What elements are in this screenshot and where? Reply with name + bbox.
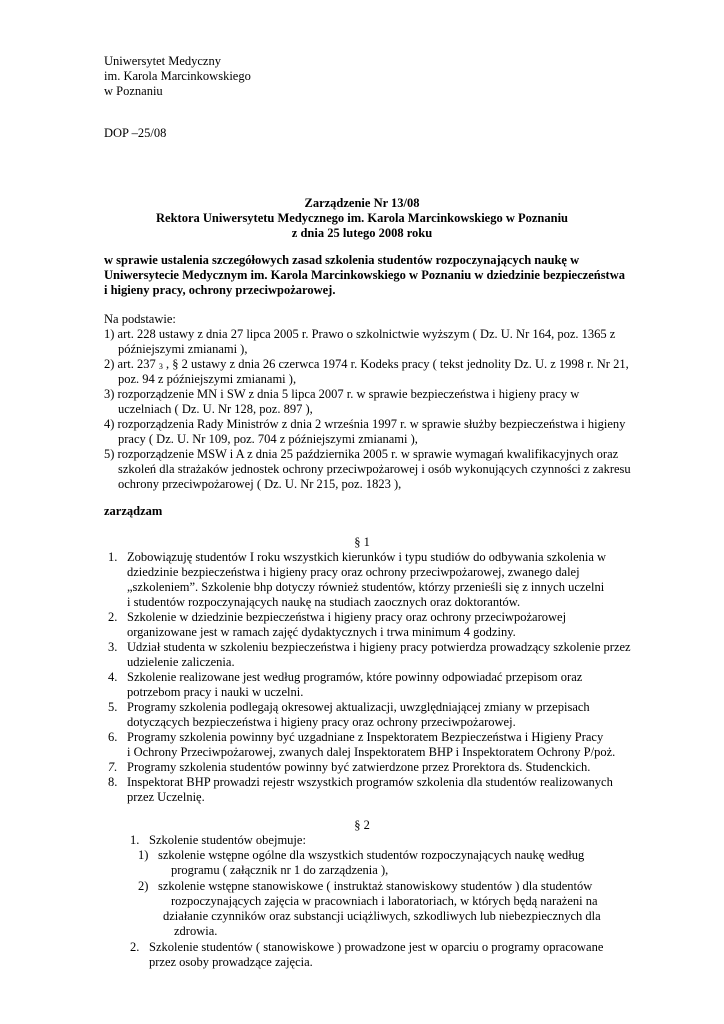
basis-item-cont: późniejszymi zmianami ), <box>118 342 248 356</box>
item-number: 3. <box>108 640 118 654</box>
item-number: 1. <box>108 550 118 564</box>
item-text: „szkoleniem”. Szkolenie bhp dotyczy również studentów, którzy przenieśli się z innych uczelni <box>127 580 605 594</box>
basis-text: 2) art. 237 <box>104 357 156 371</box>
subitem-number: 2) <box>138 879 149 893</box>
decree-date: z dnia 25 lutego 2008 roku <box>291 226 433 240</box>
item-number: 1. <box>130 833 140 847</box>
item-text: udzielenie zaliczenia. <box>127 655 235 669</box>
basis-item-cont: uczelniach ( Dz. U. Nr 128, poz. 897 ), <box>118 402 313 416</box>
item-number: 5. <box>108 700 118 714</box>
basis-item: 3) rozporządzenie MN i SW z dnia 5 lipca 2007 r. w sprawie bezpieczeństwa i higieny pracy w <box>104 387 580 401</box>
item-text: organizowane jest w ramach zajęć dydaktycznych i trwa minimum 4 godziny. <box>127 625 516 639</box>
item-text: Inspektorat BHP prowadzi rejestr wszystkich programów szkolenia dla studentów realizowanych <box>127 775 613 789</box>
item-text: Szkolenie studentów ( stanowiskowe ) prowadzone jest w oparciu o programy opracowane <box>149 940 604 954</box>
item-number: 2. <box>130 940 140 954</box>
section-heading: § 1 <box>354 535 370 549</box>
item-number: 2. <box>108 610 118 624</box>
item-text: dotyczących bezpieczeństwa i higieny pracy oraz ochrony przeciwpożarowej. <box>127 715 516 729</box>
subitem-text: działanie czynników oraz substancji uciążliwych, szkodliwych lub niebezpiecznych dla <box>163 909 601 923</box>
institution-name: Uniwersytet Medyczny <box>104 54 221 68</box>
item-number: 8. <box>108 775 118 789</box>
item-number: 4. <box>108 670 118 684</box>
subject-line: i higieny pracy, ochrony przeciwpożarowej. <box>104 283 336 297</box>
basis-item: 5) rozporządzenie MSW i A z dnia 25 października 2005 r. w sprawie wymagań kwalifikacyjnych oraz <box>104 447 619 461</box>
item-number: 7. <box>108 760 118 774</box>
item-text: i studentów rozpoczynających naukę na studiach zaocznych oraz doktorantów. <box>127 595 521 609</box>
subitem-text: szkolenie wstępne ogólne dla wszystkich studentów rozpoczynających naukę według <box>158 848 585 862</box>
item-text: przez Uczelnię. <box>127 790 205 804</box>
basis-item: 1) art. 228 ustawy z dnia 27 lipca 2005 r. Prawo o szkolnictwie wyższym ( Dz. U. Nr 164, poz. 1365 z <box>104 327 616 341</box>
item-text: przez osoby prowadzące zajęcia. <box>149 955 313 969</box>
item-text: Szkolenie realizowane jest według programów, które powinny odpowiadać przepisom oraz <box>127 670 583 684</box>
section-heading: § 2 <box>354 818 370 832</box>
item-text: dziedzinie bezpieczeństwa i higieny pracy oraz ochrony przeciwpożarowej, zwanego dalej <box>127 565 580 579</box>
item-text: Udział studenta w szkoleniu bezpieczeństwa i higieny pracy potwierdza prowadzący szkolenie przez <box>127 640 631 654</box>
item-text: Programy szkolenia podlegają okresowej aktualizacji, uwzględniającej zmiany w przepisach <box>127 700 590 714</box>
decree-title: Zarządzenie Nr 13/08 <box>304 196 420 210</box>
subject-line: Uniwersytecie Medycznym im. Karola Marcinkowskiego w Poznaniu w dziedzinie bezpieczeństwa <box>104 268 625 282</box>
item-text: Szkolenie w dziedzinie bezpieczeństwa i higieny pracy oraz ochrony przeciwpożarowej <box>127 610 567 624</box>
superscript: 3 <box>158 362 163 371</box>
basis-heading: Na podstawie: <box>104 312 176 326</box>
basis-item-cont: szkoleń dla strażaków jednostek ochrony przeciwpożarowej i osób wykonujących czynności z zakresu <box>118 462 631 476</box>
basis-item: 4) rozporządzenia Rady Ministrów z dnia 2 września 1997 r. w sprawie służby bezpieczeństwa i higieny <box>104 417 626 431</box>
basis-item-cont: pracy ( Dz. U. Nr 109, poz. 704 z późniejszymi zmianami ), <box>118 432 418 446</box>
basis-text: , § 2 ustawy z dnia 26 czerwca 1974 r. Kodeks pracy ( tekst jednolity Dz. U. z 1998 r. Nr 21, <box>165 357 629 371</box>
subitem-text: rozpoczynających zajęcia w pracowniach i laboratoriach, w których będą narażeni na <box>171 894 598 908</box>
subject-line: w sprawie ustalenia szczegółowych zasad szkolenia studentów rozpoczynających naukę w <box>104 253 580 267</box>
item-number: 6. <box>108 730 118 744</box>
institution-city: w Poznaniu <box>104 84 163 98</box>
item-text: Programy szkolenia powinny być uzgadniane z Inspektoratem Bezpieczeństwa i Higieny Pracy <box>127 730 604 744</box>
decree-word: zarządzam <box>104 504 163 518</box>
document-reference: DOP –25/08 <box>104 126 167 140</box>
subitem-number: 1) <box>138 848 149 862</box>
basis-item-cont: ochrony przeciwpożarowej ( Dz. U. Nr 215, poz. 1823 ), <box>118 477 402 491</box>
item-text: Zobowiązuję studentów I roku wszystkich kierunków i typu studiów do odbywania szkolenia w <box>127 550 607 564</box>
decree-issuer: Rektora Uniwersytetu Medycznego im. Karola Marcinkowskiego w Poznaniu <box>156 211 568 225</box>
item-text: potrzebom pracy i nauki w uczelni. <box>127 685 304 699</box>
subitem-text: zdrowia. <box>174 924 218 938</box>
item-text: Programy szkolenia studentów powinny być zatwierdzone przez Prorektora ds. Studenckich. <box>127 760 591 774</box>
subitem-text: szkolenie wstępne stanowiskowe ( instruktaż stanowiskowy studentów ) dla studentów <box>158 879 593 893</box>
basis-item-cont: poz. 94 z późniejszymi zmianami ), <box>118 372 297 386</box>
item-text: Szkolenie studentów obejmuje: <box>149 833 306 847</box>
subitem-text: programu ( załącznik nr 1 do zarządzenia ), <box>171 863 389 877</box>
item-text: i Ochrony Przeciwpożarowej, zwanych dalej Inspektoratem BHP i Inspektoratem Ochrony P/poż. <box>127 745 616 759</box>
institution-name-line2: im. Karola Marcinkowskiego <box>104 69 251 83</box>
